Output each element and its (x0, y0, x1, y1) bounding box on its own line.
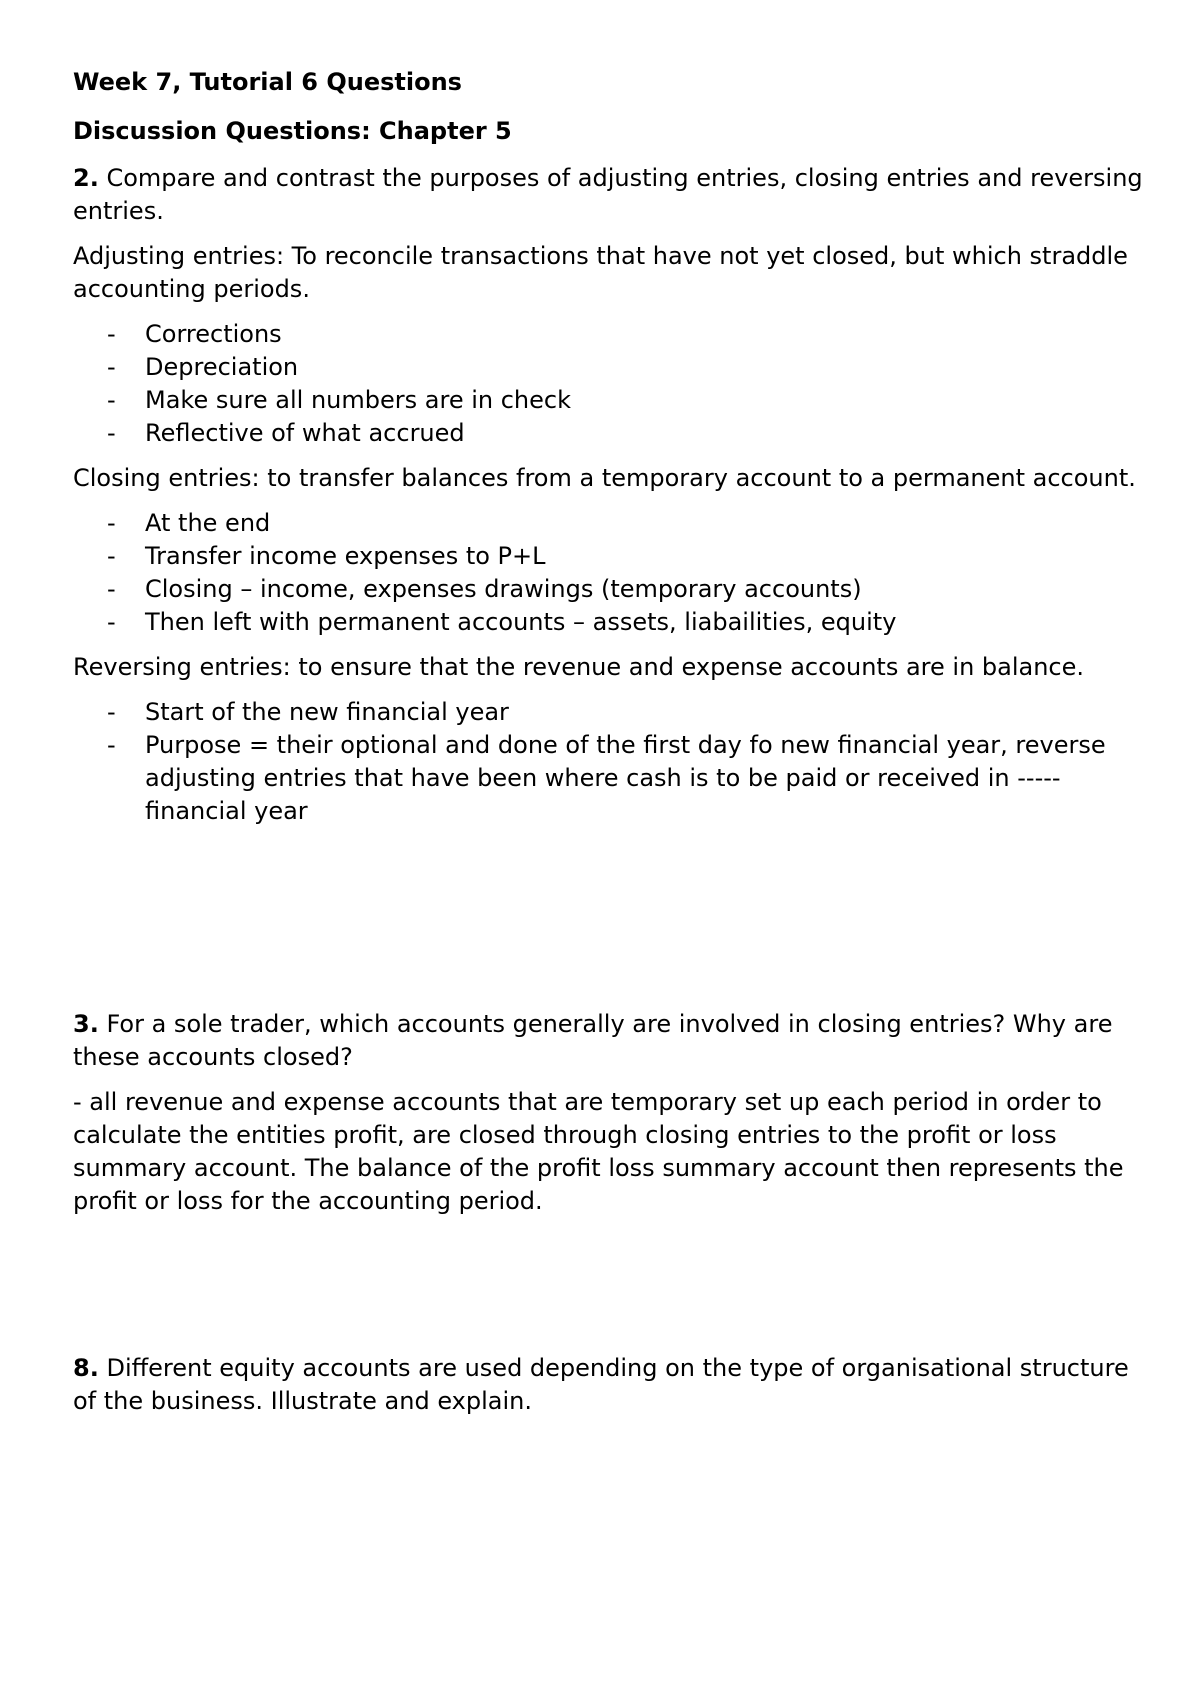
question-3-text: For a sole trader, which accounts generally are involved in closing entries? Why are these accounts closed? (73, 1010, 1113, 1071)
adjusting-entries-paragraph: Adjusting entries: To reconcile transactions that have not yet closed, but which straddle accounting periods. (73, 242, 1128, 303)
question-3-number: 3. (73, 1010, 99, 1038)
adjusting-entries-list (73, 318, 1143, 450)
question-8 (73, 1352, 1143, 1418)
reversing-entries-paragraph: Reversing entries: to ensure that the revenue and expense accounts are in balance. (73, 653, 1085, 681)
question-2-text: Compare and contrast the purposes of adjusting entries, closing entries and reversing entries. (73, 164, 1143, 225)
reversing-entries-list (73, 696, 1143, 828)
list-item: - Then left with permanent accounts – assets, liabailities, equity (73, 606, 1143, 639)
list-item: - At the end (73, 507, 1143, 540)
document-page (73, 66, 1143, 1430)
question-2-number: 2. (73, 164, 99, 192)
list-item: - Closing – income, expenses drawings (temporary accounts) (73, 573, 1143, 606)
list-item: - Purpose = their optional and done of the first day fo new financial year, reverse adjusting entries that have been where cash is to be paid or received in ----- financial year (73, 729, 1143, 828)
closing-entries-list (73, 507, 1143, 639)
list-item: - Depreciation (73, 351, 1143, 384)
question-3 (73, 1008, 1143, 1074)
blank-space (73, 840, 1143, 1008)
blank-space (73, 1230, 1143, 1352)
list-item: - Transfer income expenses to P+L (73, 540, 1143, 573)
document-subtitle: Discussion Questions: Chapter 5 (73, 117, 512, 145)
question-8-number: 8. (73, 1354, 99, 1382)
list-item: - Start of the new financial year (73, 696, 1143, 729)
list-item: - Reflective of what accrued (73, 417, 1143, 450)
closing-entries-paragraph: Closing entries: to transfer balances from a temporary account to a permanent account. (73, 464, 1136, 492)
question-3-answer: - all revenue and expense accounts that are temporary set up each period in order to calculate the entities profit, are closed through closing entries to the profit or loss summary account. The balance of the profit loss summary account then represents the profit or loss for the accounting period. (73, 1088, 1124, 1215)
question-8-text: Different equity accounts are used depending on the type of organisational structure of the business. Illustrate and explain. (73, 1354, 1129, 1415)
question-2 (73, 162, 1143, 228)
list-item: - Make sure all numbers are in check (73, 384, 1143, 417)
document-title: Week 7, Tutorial 6 Questions (73, 68, 462, 96)
list-item: - Corrections (73, 318, 1143, 351)
